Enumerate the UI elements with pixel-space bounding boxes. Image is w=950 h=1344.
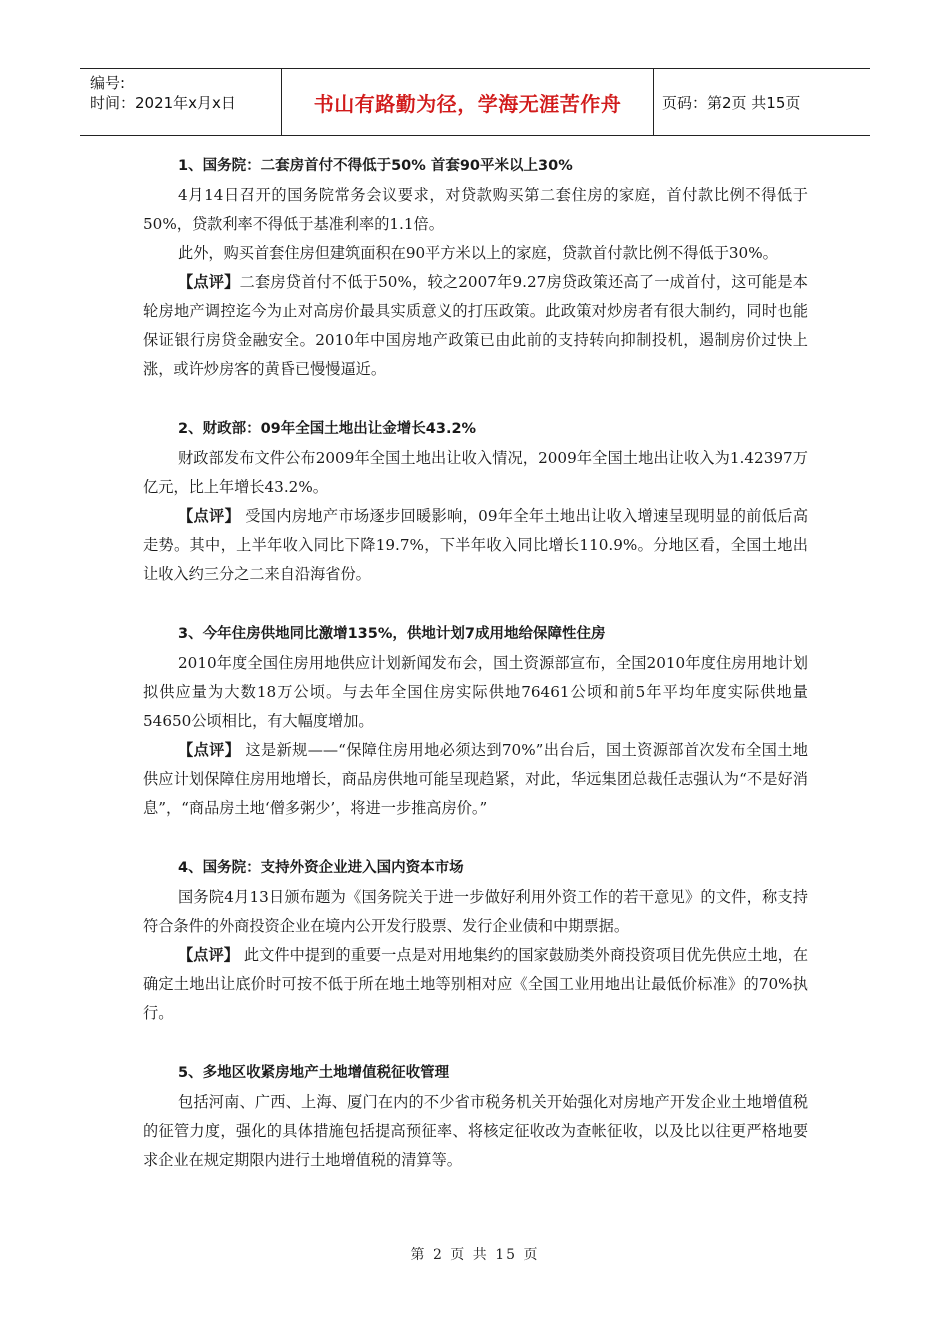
comment-paragraph	[143, 941, 808, 1028]
paragraph: 国务院4月13日颁布题为《国务院关于进一步做好利用外资工作的若干意见》的文件，称支持符合条件的外商投资企业在境内公开发行股票、发行企业债和中期票据。	[143, 888, 808, 935]
comment-text: 二套房贷首付不低于50%，较之2007年9.27房贷政策还高了一成首付，这可能是本轮房地产调控迄今为止对高房价最具实质意义的打压政策。此政策对炒房者有很大制约，同时也能保证银行房贷金融安全。2010年中国房地产政策已由此前的支持转向抑制投机，遏制房价过快上涨，或许炒房客的黄昏已慢慢逼近。	[143, 273, 808, 378]
comment-paragraph	[143, 502, 808, 589]
section-title: 2、财政部：09年全国土地出让金增长43.2%	[178, 421, 477, 437]
document-body	[143, 152, 808, 1206]
news-item-4	[143, 854, 808, 1028]
paragraph: 包括河南、广西、上海、厦门在内的不少省市税务机关开始强化对房地产开发企业土地增值税的征管力度，强化的具体措施包括提高预征率、将核定征收改为查帐征收，以及比以往更严格地要求企业在规定期限内进行土地增值税的清算等。	[143, 1093, 808, 1169]
section-title: 5、多地区收紧房地产土地增值税征收管理	[178, 1065, 450, 1081]
header-page-info: 页码：第2页 共15页	[662, 93, 801, 112]
paragraph: 2010年度全国住房用地供应计划新闻发布会，国土资源部宣布，全国2010年度住房用地计划拟供应量为大数18万公顷。与去年全国住房实际供地76461公顷和前5年平均年度实际供地量54650公顷相比，有大幅度增加。	[143, 654, 808, 730]
comment-paragraph	[143, 736, 808, 823]
time-label: 时间：2021年x月x日	[90, 94, 236, 112]
news-item-2	[143, 415, 808, 589]
header-meta	[80, 69, 282, 135]
news-item-3	[143, 620, 808, 823]
comment-tag: 【点评】	[178, 273, 240, 291]
comment-tag: 【点评】	[178, 507, 241, 525]
paragraph: 财政部发布文件公布2009年全国土地出让收入情况，2009年全国土地出让收入为1.42397万亿元，比上年增长43.2%。	[143, 449, 808, 496]
comment-text: 此文件中提到的重要一点是对用地集约的国家鼓励类外商投资项目优先供应土地，在确定土地出让底价时可按不低于所在地土地等别相对应《全国工业用地出让最低价标准》的70%执行。	[143, 946, 809, 1022]
comment-text: 这是新规——“保障住房用地必须达到70%”出台后，国土资源部首次发布全国土地供应计划保障住房用地增长，商品房供地可能呈现趋紧，对此，华远集团总裁任志强认为“不是好消息”，“商品房土地‘僧多粥少’，将进一步推高房价。”	[143, 741, 808, 817]
header-motto: 书山有路勤为径，学海无涯苦作舟	[282, 69, 654, 135]
section-title: 4、国务院：支持外资企业进入国内资本市场	[178, 860, 464, 876]
comment-tag: 【点评】	[178, 741, 241, 759]
number-label: 编号:	[90, 74, 126, 92]
page-footer: 第 2 页 共 15 页	[410, 1247, 540, 1263]
page-header	[80, 68, 870, 136]
section-title: 3、今年住房供地同比激增135%，供地计划7成用地给保障性住房	[178, 626, 606, 642]
paragraph: 此外，购买首套住房但建筑面积在90平方米以上的家庭，贷款首付款比例不得低于30%。	[178, 244, 778, 262]
comment-tag: 【点评】	[178, 946, 239, 964]
news-item-5	[143, 1059, 808, 1175]
section-title: 1、国务院：二套房首付不得低于50% 首套90平米以上30%	[178, 158, 573, 174]
news-item-1	[143, 152, 808, 384]
comment-text: 受国内房地产市场逐步回暖影响，09年全年土地出让收入增速呈现明显的前低后高走势。其中，上半年收入同比下降19.7%，下半年收入同比增长110.9%。分地区看，全国土地出让收入约三分之二来自沿海省份。	[143, 507, 809, 583]
paragraph: 4月14日召开的国务院常务会议要求，对贷款购买第二套住房的家庭，首付款比例不得低于50%，贷款利率不得低于基准利率的1.1倍。	[143, 186, 808, 233]
comment-paragraph	[143, 268, 808, 384]
